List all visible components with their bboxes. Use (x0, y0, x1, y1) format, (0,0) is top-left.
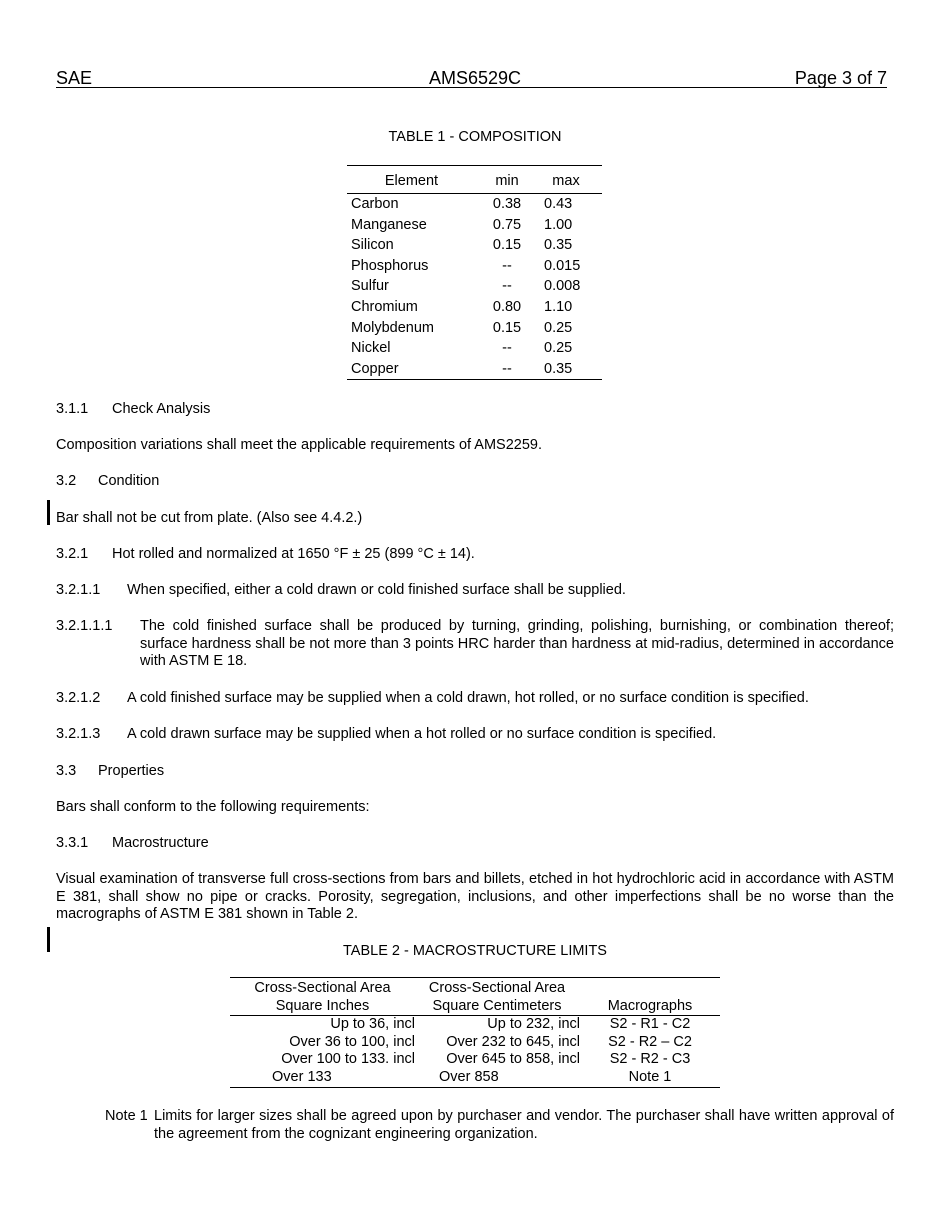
max-cell: 0.43 (544, 196, 573, 212)
paragraph: Bars shall conform to the following requirements: (56, 799, 370, 815)
section-title: Macrostructure (112, 835, 209, 851)
section-number: 3.2 (56, 473, 77, 489)
sq-cm-cell: Over 858 (439, 1069, 499, 1085)
element-cell: Molybdenum (351, 319, 435, 336)
macrograph-cell: S2 - R1 - C2 (609, 1016, 691, 1032)
min-cell: -- (502, 257, 512, 274)
section-number: 3.3.1 (56, 835, 89, 851)
section-text: A cold finished surface may be supplied when a cold drawn, hot rolled, or no surface condition is specified. (127, 690, 809, 706)
min-cell: 0.15 (492, 237, 522, 254)
sq-inches-cell: Over 100 to 133. incl (281, 1051, 415, 1067)
column-header-line: Cross-Sectional Area (428, 980, 566, 996)
header-rule (56, 87, 887, 88)
table-header-row (347, 166, 602, 194)
header-org: SAE (56, 68, 93, 88)
sq-inches-cell: Up to 36, incl (330, 1016, 415, 1032)
paragraph: Bar shall not be cut from plate. (Also see 4.4.2.) (56, 510, 363, 526)
column-header (240, 979, 405, 1015)
max-cell: 0.008 (544, 278, 581, 295)
sq-cm-cell: Over 232 to 645, incl (446, 1034, 580, 1050)
max-cell: 0.35 (538, 359, 602, 380)
element-cell: Silicon (351, 237, 394, 254)
min-cell: -- (502, 278, 512, 295)
element-cell: Carbon (351, 196, 399, 212)
section-title: Condition (98, 473, 160, 489)
section-number: 3.3 (56, 763, 77, 779)
column-header: Element (347, 166, 476, 194)
table-row (347, 338, 602, 359)
header-page-number: Page 3 of 7 (794, 68, 887, 88)
element-cell: Chromium (351, 298, 418, 315)
column-header: Macrographs (607, 998, 693, 1014)
table-rule (230, 1087, 720, 1088)
change-bar (47, 500, 50, 525)
table-row (347, 297, 602, 318)
table-row (347, 235, 602, 256)
min-cell: 0.75 (492, 216, 522, 233)
composition-table (347, 165, 602, 380)
table-row (347, 256, 602, 277)
min-cell: -- (502, 340, 512, 357)
element-cell: Manganese (351, 216, 427, 233)
element-cell: Copper (347, 359, 476, 380)
macrograph-cell: Note 1 (628, 1069, 672, 1085)
column-header: min (476, 166, 538, 194)
element-cell: Sulfur (351, 278, 389, 295)
macrograph-cell: S2 - R2 – C2 (608, 1034, 692, 1050)
table-row (347, 215, 602, 236)
sq-inches-cell: Over 36 to 100, incl (289, 1034, 415, 1050)
section-text: Hot rolled and normalized at 1650 °F ± 25 (899 °C ± 14). (112, 546, 475, 562)
sq-cm-cell: Up to 232, incl (487, 1016, 580, 1032)
sq-inches-cell: Over 133 (272, 1069, 332, 1085)
table-row (347, 318, 602, 339)
header-doc-number: AMS6529C (428, 68, 522, 88)
column-header-line: Square Inches (275, 998, 370, 1014)
table-row (347, 194, 602, 215)
min-cell: -- (476, 359, 538, 380)
section-number: 3.2.1.1 (56, 582, 101, 598)
max-cell: 0.35 (544, 237, 573, 254)
paragraph: Visual examination of transverse full cross-sections from bars and billets, etched in hot hydrochloric acid in accordance with ASTM E 381, shall show no pipe or cracks. Porosity, segregation, inclusions, and other imperfections shall be no worse than the macrographs of ASTM E 381 shown in Table 2. (56, 871, 894, 922)
table-rule (230, 977, 720, 978)
section-text: A cold drawn surface may be supplied when a hot rolled or no surface condition is specified. (127, 726, 717, 742)
column-header-line: Square Centimeters (432, 998, 562, 1014)
section-title: Check Analysis (112, 401, 211, 417)
table-row (347, 276, 602, 297)
table-row (347, 359, 602, 380)
element-cell: Nickel (351, 340, 391, 357)
column-header: max (538, 166, 602, 194)
section-number: 3.2.1.1.1 (56, 618, 113, 634)
max-cell: 0.015 (544, 257, 581, 274)
max-cell: 0.25 (544, 340, 573, 357)
paragraph: Composition variations shall meet the applicable requirements of AMS2259. (56, 437, 543, 453)
column-header-line: Cross-Sectional Area (254, 980, 391, 996)
min-cell: 0.38 (492, 196, 522, 212)
macrograph-cell: S2 - R2 - C3 (609, 1051, 691, 1067)
max-cell: 1.00 (544, 216, 573, 233)
min-cell: 0.15 (492, 319, 522, 336)
section-text: When specified, either a cold drawn or cold finished surface shall be supplied. (127, 582, 626, 598)
section-number: 3.2.1 (56, 546, 89, 562)
min-cell: 0.80 (492, 298, 522, 315)
section-title: Properties (98, 763, 165, 779)
section-number: 3.2.1.3 (56, 726, 101, 742)
section-number: 3.1.1 (56, 401, 89, 417)
sq-cm-cell: Over 645 to 858, incl (446, 1051, 580, 1067)
table2-caption: TABLE 2 - MACROSTRUCTURE LIMITS (343, 943, 607, 959)
column-header (412, 979, 582, 1015)
note-label: Note 1 (105, 1108, 148, 1124)
table1-caption: TABLE 1 - COMPOSITION (388, 129, 562, 145)
max-cell: 1.10 (544, 298, 573, 315)
section-number: 3.2.1.2 (56, 690, 101, 706)
section-text: The cold finished surface shall be produced by turning, grinding, polishing, burnishing, or combination thereof; surface hardness shall be not more than 3 points HRC harder than hardness at mid-radius, determined in accordance with ASTM E 18. (140, 618, 894, 669)
element-cell: Phosphorus (351, 257, 429, 274)
max-cell: 0.25 (544, 319, 573, 336)
note-text: Limits for larger sizes shall be agreed upon by purchaser and vendor. The purchaser shall have written approval of the agreement from the cognizant engineering organization. (154, 1108, 894, 1142)
